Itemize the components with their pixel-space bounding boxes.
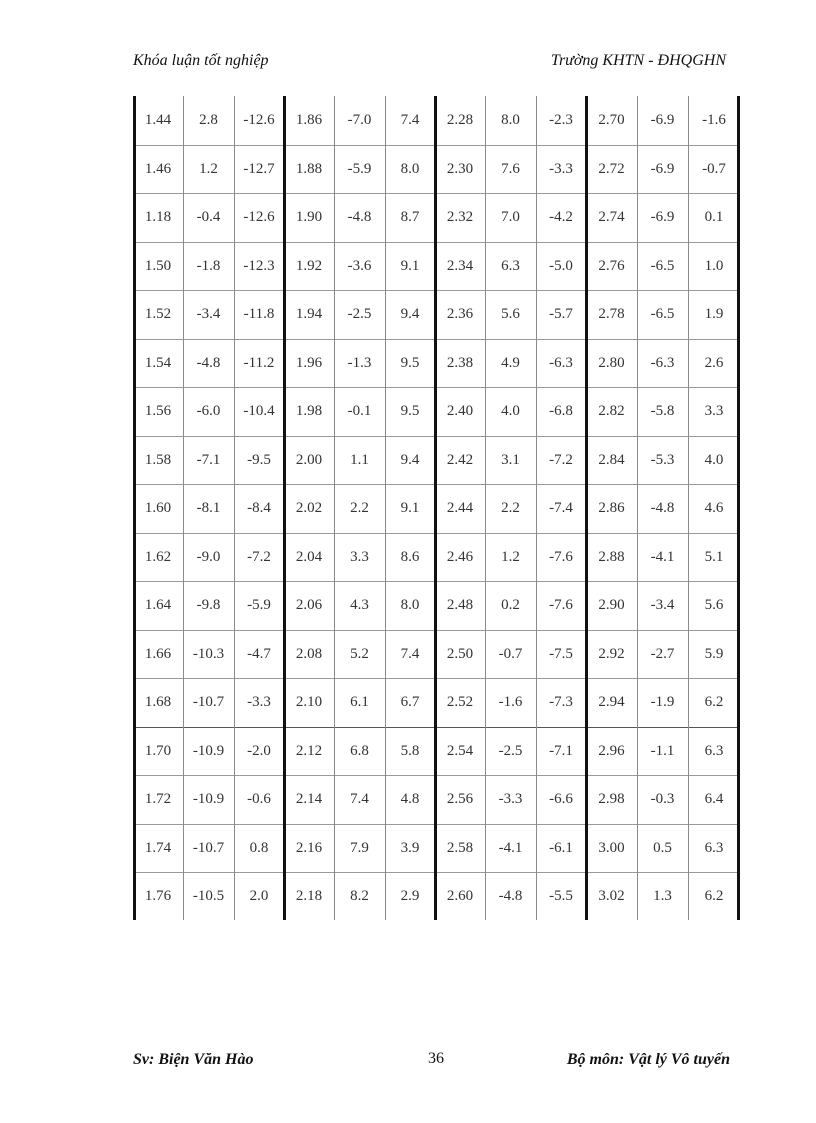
table-cell: 2.30 [446,160,474,177]
table-cell: -6.9 [650,112,675,128]
table-cell: -6.9 [650,209,675,225]
column-divider [385,96,386,920]
table-cell: -1.9 [650,694,675,710]
table-cell: 2.42 [446,451,474,468]
column-divider [688,96,689,920]
table-cell: 2.70 [598,112,625,128]
table-cell: 2.2 [350,500,369,516]
table-cell: 2.28 [446,112,474,128]
table-cell: 2.40 [446,403,474,419]
table-cell: 2.8 [199,112,218,128]
table-cell: 7.4 [400,112,420,128]
table-cell: 6.2 [704,888,724,904]
table-cell: 8.7 [400,209,420,225]
table-cell: 2.16 [295,839,323,856]
table-cell: 1.88 [295,160,323,177]
table-cell: 7.4 [400,645,420,662]
table-cell: 2.50 [446,645,474,662]
table-cell: 9.5 [400,354,420,371]
table-cell: -9.5 [247,451,271,468]
table-cell: 3.3 [350,548,369,565]
table-cell: 2.0 [249,888,269,904]
table-cell: -6.3 [650,354,675,371]
table-cell: 2.94 [598,694,625,710]
table-cell: 6.8 [350,742,369,759]
table-cell: -6.6 [549,791,573,807]
table-cell: 2.58 [446,839,474,856]
table-cell: -6.8 [549,403,573,419]
table-cell: 2.92 [598,645,625,662]
table-cell: 6.7 [400,694,420,710]
table-cell: -6.0 [196,403,221,419]
table-cell: 1.60 [144,500,172,516]
table-cell: 3.1 [501,451,520,468]
table-cell: 8.2 [350,888,369,904]
table-cell: 1.76 [144,888,172,904]
table-cell: 4.0 [501,403,520,419]
header-right-title: Trường KHTN - ĐHQGHN [550,52,726,69]
table-cell: -5.8 [650,403,675,419]
table-cell: -4.2 [549,209,573,225]
table-cell: -0.1 [347,403,372,419]
table-cell: 2.46 [446,548,474,565]
table-cell: 6.2 [704,694,724,710]
table-cell: 1.1 [350,451,369,468]
table-cell: 9.5 [400,403,420,419]
table-cell: 8.0 [400,160,420,177]
table-cell: -7.1 [549,742,573,759]
table-cell: 0.2 [501,597,520,613]
table-cell: 7.0 [501,209,520,225]
table-cell: -11.2 [243,354,275,371]
table-cell: 1.94 [295,306,323,322]
table-cell: -6.5 [650,306,675,322]
table-cell: 5.6 [704,597,724,613]
table-cell: 3.00 [598,839,625,856]
table-cell: 1.98 [295,403,323,419]
table-cell: -6.5 [650,257,675,274]
table-cell: -8.1 [196,500,221,516]
table-cell: 1.18 [144,209,172,225]
header-left-title: Khóa luận tốt nghiệp [133,52,269,69]
table-cell: 9.1 [400,257,420,274]
table-cell: -7.2 [549,451,573,468]
table-cell: 1.90 [295,209,323,225]
table-cell: -7.1 [196,451,221,468]
table-cell: -1.1 [650,742,675,759]
table-cell: 2.84 [598,451,625,468]
table-cell: 7.6 [501,160,520,177]
table-cell: -4.1 [498,839,523,856]
table-cell: 2.34 [446,257,474,274]
table-cell: -0.7 [702,160,726,177]
table-cell: -5.0 [549,257,573,274]
table-cell: -9.0 [196,548,221,565]
table-cell: 6.3 [704,742,724,759]
table-cell: -7.0 [347,112,372,128]
table-cell: 2.48 [446,597,474,613]
table-cell: 8.0 [501,112,520,128]
table-cell: 1.58 [144,451,172,468]
table-cell: 2.12 [295,742,323,759]
table-cell: -10.3 [192,645,225,662]
table-cell: 1.86 [295,112,323,128]
table-cell: 6.4 [704,791,724,807]
table-cell: 1.92 [295,257,323,274]
table-cell: -10.9 [192,791,225,807]
table-cell: 2.02 [295,500,323,516]
table-cell: -5.9 [347,160,372,177]
table-cell: 1.2 [501,548,520,565]
table-cell: 0.5 [653,839,672,856]
table-cell: 5.8 [400,742,420,759]
table-cell: -1.3 [347,354,372,371]
table-cell: 2.60 [446,888,474,904]
table-cell: 2.72 [598,160,625,177]
column-divider [234,96,235,920]
group-divider [737,96,740,920]
table-cell: -9.8 [196,597,221,613]
table-cell: 4.8 [400,791,420,807]
table-cell: -5.9 [247,597,271,613]
column-divider [536,96,537,920]
table-cell: 9.4 [400,451,420,468]
table-cell: -3.3 [498,791,523,807]
table-cell: 1.52 [144,306,172,322]
table-cell: -10.5 [192,888,225,904]
table-cell: 2.14 [295,791,323,807]
table-cell: 2.96 [598,742,625,759]
table-cell: 1.70 [144,742,172,759]
table-cell: -2.5 [498,742,523,759]
table-cell: 1.74 [144,839,172,856]
table-cell: 1.54 [144,354,172,371]
table-cell: 9.1 [400,500,420,516]
table-cell: 2.90 [598,597,625,613]
table-cell: 2.10 [295,694,323,710]
table-cell: -7.6 [549,548,573,565]
table-cell: 1.66 [144,645,172,662]
table-cell: 6.3 [501,257,520,274]
table-cell: -1.8 [196,257,221,274]
table-cell: 1.50 [144,257,172,274]
table-cell: -12.7 [243,160,275,177]
table-cell: 5.1 [704,548,724,565]
table-cell: 3.9 [400,839,420,856]
table-cell: 4.3 [350,597,369,613]
table-cell: -5.3 [650,451,675,468]
table-cell: 5.6 [501,306,520,322]
table-cell: -2.0 [247,742,271,759]
table-cell: 1.62 [144,548,172,565]
table-cell: -6.1 [549,839,573,856]
table-cell: 8.6 [400,548,420,565]
table-cell: 2.98 [598,791,625,807]
table-cell: -4.8 [347,209,372,225]
table-cell: 2.18 [295,888,323,904]
table-cell: 2.00 [295,451,323,468]
table-cell: 1.96 [295,354,323,371]
page-number: 36 [428,1050,444,1067]
table-cell: -7.3 [549,694,573,710]
table-cell: 4.6 [704,500,724,516]
table-cell: -7.5 [549,645,573,662]
group-divider [585,96,588,920]
table-cell: 2.82 [598,403,625,419]
group-divider [133,96,136,920]
table-cell: 1.9 [704,306,724,322]
table-cell: -10.9 [192,742,225,759]
table-cell: 2.88 [598,548,625,565]
table-cell: 7.9 [350,839,369,856]
table-cell: -10.7 [192,694,225,710]
table-cell: 1.56 [144,403,172,419]
table-cell: 4.0 [704,451,724,468]
table-cell: 2.52 [446,694,474,710]
table-cell: 7.4 [350,791,369,807]
table-cell: -7.6 [549,597,573,613]
table-cell: -10.4 [243,403,275,419]
table-cell: -12.3 [243,257,275,274]
table-cell: 1.72 [144,791,172,807]
table-cell: -7.2 [247,548,271,565]
table-cell: 8.0 [400,597,420,613]
table-cell: -2.7 [650,645,675,662]
table-cell: 6.1 [350,694,369,710]
table-cell: 2.78 [598,306,625,322]
footer-student-name: Sv: Biện Văn Hào [133,1051,254,1068]
table-cell: 1.64 [144,597,172,613]
table-cell: 2.76 [598,257,625,274]
table-cell: 1.2 [199,160,218,177]
group-divider [434,96,437,920]
table-cell: 2.06 [295,597,323,613]
table-cell: 1.68 [144,694,172,710]
table-cell: -0.3 [650,791,675,807]
table-cell: -3.4 [196,306,221,322]
table-cell: -1.6 [702,112,726,128]
table-cell: 2.2 [501,500,520,516]
table-cell: 1.46 [144,160,172,177]
column-divider [485,96,486,920]
table-cell: 2.56 [446,791,474,807]
table-cell: -3.3 [247,694,271,710]
table-cell: 3.3 [704,403,724,419]
table-cell: 2.32 [446,209,474,225]
table-cell: -11.8 [243,306,275,322]
table-cell: -1.6 [498,694,523,710]
table-cell: 2.44 [446,500,474,516]
table-cell: -12.6 [243,209,275,225]
table-cell: 2.36 [446,306,474,322]
table-cell: 1.0 [704,257,724,274]
table-cell: -4.8 [196,354,221,371]
column-divider [334,96,335,920]
table-cell: 2.74 [598,209,625,225]
table-cell: 2.54 [446,742,474,759]
table-cell: -0.4 [196,209,221,225]
column-divider [637,96,638,920]
data-table [133,96,740,920]
table-cell: 2.80 [598,354,625,371]
table-cell: -2.5 [347,306,372,322]
table-cell: 4.9 [501,354,520,371]
table-cell: 6.3 [704,839,724,856]
table-cell: 2.08 [295,645,323,662]
table-cell: -2.3 [549,112,573,128]
table-cell: 1.44 [144,112,172,128]
table-cell: -3.3 [549,160,573,177]
table-cell: -3.6 [347,257,372,274]
table-cell: -6.3 [549,354,573,371]
table-cell: 2.38 [446,354,474,371]
table-cell: -8.4 [247,500,271,516]
table-cell: 9.4 [400,306,420,322]
table-cell: 5.2 [350,645,369,662]
table-cell: 3.02 [598,888,625,904]
table-cell: 2.6 [704,354,724,371]
table-cell: 2.04 [295,548,323,565]
table-cell: -5.7 [549,306,573,322]
table-cell: -6.9 [650,160,675,177]
column-divider [183,96,184,920]
table-cell: 0.1 [704,209,724,225]
table-cell: -0.6 [247,791,271,807]
table-cell: 5.9 [704,645,724,662]
table-cell: -4.1 [650,548,675,565]
table-cell: 2.86 [598,500,625,516]
group-divider [283,96,286,920]
footer-department: Bộ môn: Vật lý Vô tuyến [566,1051,730,1068]
table-cell: -4.7 [247,645,271,662]
table-cell: -10.7 [192,839,225,856]
table-cell: -5.5 [549,888,573,904]
table-cell: 1.3 [653,888,672,904]
table-cell: -12.6 [243,112,275,128]
table-cell: 2.9 [400,888,420,904]
table-cell: -4.8 [498,888,523,904]
table-cell: -3.4 [650,597,675,613]
table-cell: -4.8 [650,500,675,516]
table-cell: -0.7 [498,645,523,662]
table-cell: 0.8 [249,839,269,856]
table-cell: -7.4 [549,500,573,516]
